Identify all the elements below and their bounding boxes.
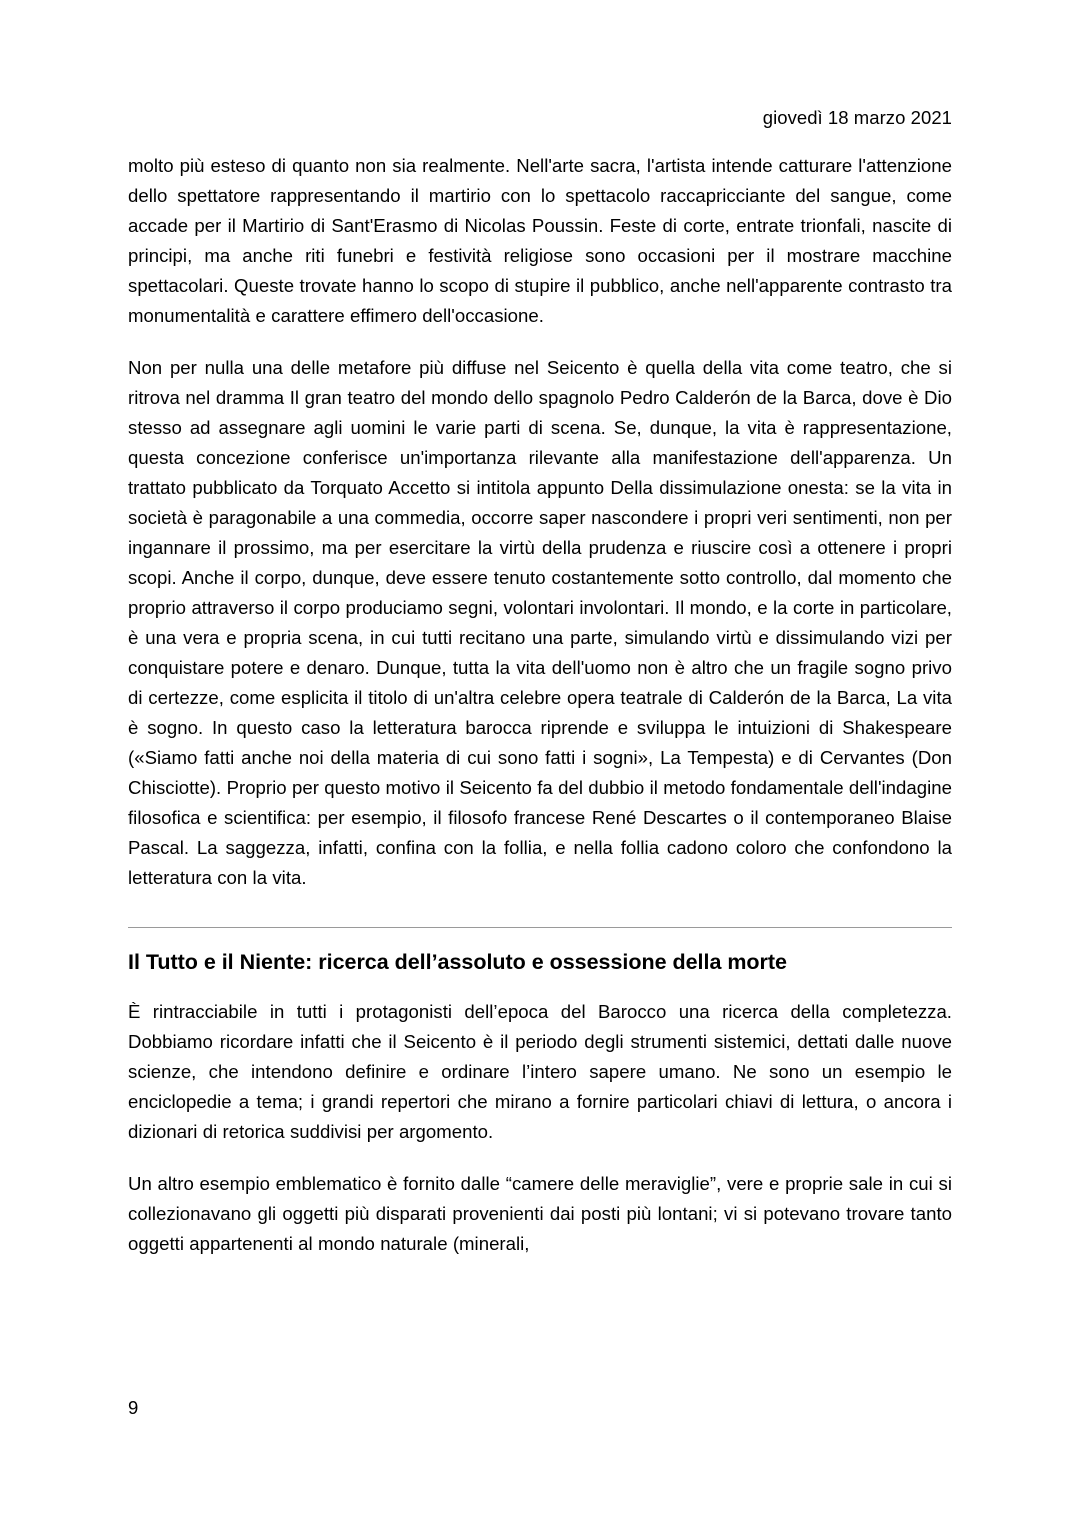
document-content (128, 0, 952, 1259)
section-divider (128, 927, 952, 928)
section-heading: Il Tutto e il Niente: ricerca dell’assoluto e ossessione della morte (128, 949, 787, 974)
body-paragraph-1: molto più esteso di quanto non sia realmente. Nell'arte sacra, l'artista intende catturare l'attenzione dello spettatore rappresentando il martirio con lo spettacolo raccapricciante del sangue, come accade per il Martirio di Sant'Erasmo di Nicolas Poussin. Feste di corte, entrate trionfali, nascite di principi, ma anche riti funebri e festività religiose sono occasioni per il mostrare macchine spettacolari. Queste trovate hanno lo scopo di stupire il pubblico, anche nell'apparente contrasto tra monumentalità e carattere effimero dell'occasione. (128, 154, 952, 326)
body-paragraph-3: È rintracciabile in tutti i protagonisti dell’epoca del Barocco una ricerca della completezza. Dobbiamo ricordare infatti che il Seicento è il periodo degli strumenti sistemici, dettati dalle nuove scienze, che intendono definire e ordinare l’intero sapere umano. Ne sono un esempio le enciclopedie a tema; i grandi repertori che mirano a fornire particolari chiavi di lettura, o ancora i dizionari di retorica suddivisi per argomento. (128, 1000, 952, 1142)
body-paragraph-2: Non per nulla una delle metafore più diffuse nel Seicento è quella della vita come teatro, che si ritrova nel dramma Il gran teatro del mondo dello spagnolo Pedro Calderón de la Barca, dove è Dio stesso ad assegnare agli uomini le varie parti di scena. Se, dunque, la vita è rappresentazione, questa concezione conferisce un'importanza rilevante alla manifestazione dell'apparenza. Un trattato pubblicato da Torquato Accetto si intitola appunto Della dissimulazione onesta: se la vita in società è paragonabile a una commedia, occorre saper nascondere i propri veri sentimenti, non per ingannare il prossimo, ma per esercitare la virtù della prudenza e riuscire così a ottenere i propri scopi. Anche il corpo, dunque, deve essere tenuto costantemente sotto controllo, dal momento che proprio attraverso il corpo produciamo segni, volontari involontari. Il mondo, e la corte in particolare, è una vera e propria scena, in cui tutti recitano una parte, simulando virtù e dissimulando vizi per conquistare potere e denaro. Dunque, tutta la vita dell'uomo non è altro che un fragile sogno privo di certezze, come esplicita il titolo di un'altra celebre opera teatrale di Calderón de la Barca, La vita è sogno. In questo caso la letteratura barocca riprende e sviluppa le intuizioni di Shakespeare («Siamo fatti anche noi della materia di cui sono fatti i sogni», La Tempesta) e di Cervantes (Don Chisciotte). Proprio per questo motivo il Seicento fa del dubbio il metodo fondamentale dell'indagine filosofica e scientifica: per esempio, il filosofo francese René Descartes o il contemporaneo Blaise Pascal. La saggezza, infatti, confina con la follia, e nella follia cadono coloro che confondono la letteratura con la vita. (128, 356, 952, 888)
body-paragraph-4: Un altro esempio emblematico è fornito dalle “camere delle meraviglie”, vere e proprie sale in cui si collezionavano gli oggetti più disparati provenienti dai posti più lontani; vi si potevano trovare tanto oggetti appartenenti al mondo naturale (minerali, (128, 1172, 952, 1254)
page-number: 9 (128, 1397, 139, 1418)
document-date-header: giovedì 18 marzo 2021 (762, 107, 952, 128)
